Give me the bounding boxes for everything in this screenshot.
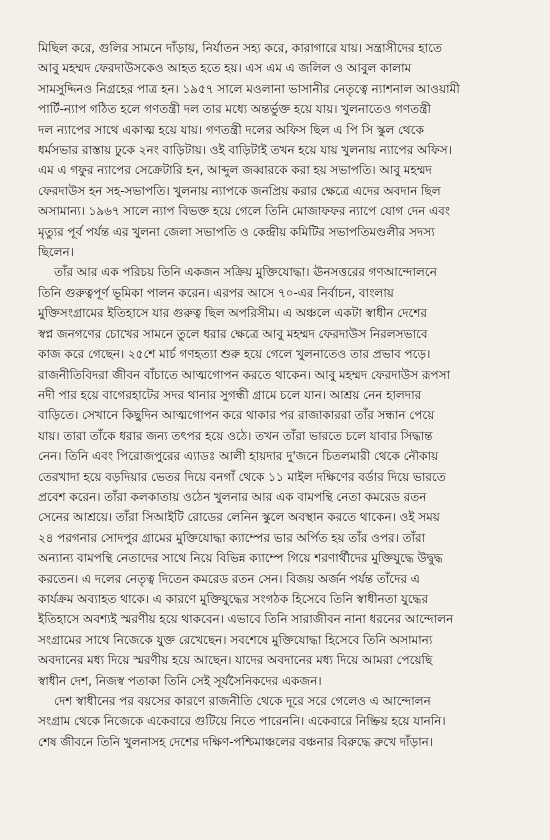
- text-line: অবদানের মধ্য দিয়ে স্মরণীয় হয়ে আছেন। যাদের অবদানের মধ্য দিয়ে আমরা পেয়েছি: [38, 653, 433, 668]
- text-line: যায়। তারা তাঁকে ধরার জন্য তৎপর হয়ে ওঠে। তখন তাঁরা ভারতে চলে যাবার সিদ্ধান্ত: [38, 428, 433, 443]
- text-line: সেনের আশ্রয়ে। তাঁরা সিআইটি রোডের লেনিন স্কুলে অবস্থান করতে থাকেন। ওই সময়: [38, 510, 440, 525]
- text-line: অন্যান্য বামপন্থি নেতাদের সাথে নিয়ে বিভিন্ন ক্যাম্পে গিয়ে শরণার্থীদের মুক্তিযুদ্ধে উদ্বুদ্ধ: [38, 551, 443, 566]
- text-line: তাঁর আর এক পরিচয় তিনি একজন সক্রিয় মুক্তিযোদ্ধা। ঊনসত্তরের গণআন্দোলনে: [54, 265, 437, 280]
- text-line: করতেন। এ দলের নেতৃত্ব দিতেন কমরেড রতন সেন। বিজয় অর্জন পর্যন্ত তাঁদের এ: [38, 571, 420, 586]
- paragraph-3: [38, 691, 512, 752]
- text-line: দেশ স্বাধীনের পর বয়সের কারণে রাজনীতি থেকে দূরে সরে গেলেও এ আন্দোলন: [54, 694, 431, 708]
- text-line: পার্টি-ন্যাপ গঠিত হলে গণতন্ত্রী দল তার মধ্যে অন্তর্ভুক্ত হয়ে যায়। খুলনাতেও গণতন্ত্রী: [38, 102, 431, 117]
- text-line: শেষ জীবনে তিনি খুলনাসহ দেশের দক্ষিণ-পশ্চিমাঞ্চলের বঞ্চনার বিরুদ্ধে রুখে দাঁড়ান।: [38, 734, 433, 749]
- document-page: [38, 38, 512, 752]
- text-line: কাজ করে গেছেন। ২৫শে মার্চ গণহত্যা শুরু হয়ে গেলে খুলনাতেও তার প্রভাব পড়ে।: [38, 347, 431, 362]
- text-line: ২৪ পরগনার সোদপুর গ্রামের মুক্তিযোদ্ধা ক্যাম্পের ভার অর্পিত হয় তাঁর ওপর। তাঁরা: [38, 530, 426, 545]
- text-line: বাড়িতে। সেখানে কিছুদিন আত্মগোপন করে থাকার পর রাজাকাররা তাঁর সন্ধান পেয়ে: [38, 408, 435, 423]
- text-line: আবু মহম্মদ ফেরদাউসকেও আহত হতে হয়। এস এম এ জলিল ও আবুল কালাম: [38, 61, 412, 76]
- text-line: মিছিল করে, গুলির সামনে দাঁড়ায়, নির্যাতন সহ্য করে, কারাগারে যায়। সন্ত্রাসীদের হাতে: [38, 41, 442, 55]
- text-line: সংগ্রাম থেকে নিজেকে একেবারে গুটিয়ে নিতে পারেননি। একেবারে নিষ্ক্রিয় হয়ে যাননি।: [38, 714, 446, 729]
- text-line: এম এ গফুর ন্যাপের সেক্রেটারি হন, আব্দুল জব্বারকে করা হয় সভাপতি। আবু মহম্মদ: [38, 163, 432, 178]
- text-line: প্রবেশ করেন। তাঁরা কলকাতায় ওঠেন খুলনার আর এক বামপন্থি নেতা কমরেড রতন: [38, 489, 427, 504]
- text-line: স্বপ্ন জনগণের চোখের সামনে তুলে ধরার ক্ষেত্রে আবু মহম্মদ ফেরদাউস নিরলসভাবে: [38, 326, 428, 341]
- text-line: তিনি গুরুত্বপূর্ণ ভূমিকা পালন করেন। এরপর আসে ৭০-এর নির্বাচন, বাংলায়: [38, 285, 394, 300]
- text-line: সংগ্রামের সাথে নিজেকে যুক্ত রেখেছেন। সবশেষে মুক্তিযোদ্ধা হিসেবে তিনি অসামান্য: [38, 632, 433, 647]
- text-line: তেরখাদা হয়ে বড়দিয়ার ভেতর দিয়ে বনগাঁ থেকে ১১ মাইল দক্ষিণের বর্ডার দিয়ে ভারতে: [38, 469, 446, 484]
- paragraph-2: [38, 262, 512, 691]
- text-line: কার্যক্রম অব্যাহত থাকে। এ কারণে মুক্তিযুদ্ধের সংগঠক হিসেবে তিনি স্বাধীনতা যুদ্ধের: [38, 591, 429, 606]
- text-line: মৃত্যুর পূর্ব পর্যন্ত এর খুলনা জেলা সভাপতি ও কেন্দ্রীয় কমিটির সভাপতিমণ্ডলীর সদস্য: [38, 224, 435, 239]
- text-line: অসামান্য। ১৯৬৭ সালে ন্যাপ বিভক্ত হয়ে গেলে তিনি মোজাফফর ন্যাপে যোগ দেন এবং: [38, 204, 450, 219]
- text-line: ধর্মসভার রাস্তায় ঢুকে ২নং বাড়িটায়। ওই বাড়িটাই তখন হয়ে যায় খুলনায় ন্যাপের অফিস।: [38, 143, 452, 158]
- text-line: স্বাধীন দেশ, নিজস্ব পতাকা তিনি সেই সূর্যসৈনিকদের একজন।: [38, 673, 322, 688]
- text-line: মুক্তিসংগ্রামের ইতিহাসে যার গুরুত্ব ছিল অপরিসীম। এ অঞ্চলে একটা স্বাধীন দেশের: [38, 306, 427, 321]
- text-line: রাজনীতিবিদরা জীবন বাঁচাতে আত্মগোপন করতে থাকেন। আবু মহম্মদ ফেরদাউস রূপসা: [38, 367, 451, 382]
- text-line: নেন। তিনি এবং পিরোজপুরের এ্যাডঃ আলী হায়দার দু'জনে চিতলমারী থেকে নৌকায়: [38, 449, 439, 464]
- text-line: ছিলেন।: [38, 245, 74, 260]
- text-line: ইতিহাসে অবশ্যই স্মরণীয় হয়ে থাকবেন। এভাবে তিনি সারাজীবন নানা ধরনের আন্দোলন: [38, 612, 454, 627]
- paragraph-1: [38, 38, 512, 262]
- text-line: দল ন্যাপের সাথে একাত্ম হয়ে যায়। গণতন্ত্রী দলের অফিস ছিল এ পি সি স্কুল থেকে: [38, 122, 424, 137]
- text-line: নদী পার হয়ে বাগেরহাটের সদর থানার সুগন্ধী গ্রামে চলে যান। আশ্রয় নেন হালদার: [38, 387, 422, 402]
- text-line: সামসুদ্দিনও নিগ্রহের পাত্র হন। ১৯৫৭ সালে মওলানা ভাসানীর নেতৃত্বে ন্যাশনাল আওয়ামী: [38, 81, 460, 96]
- text-line: ফেরদাউস হন সহ-সভাপতি। খুলনায় ন্যাপকে জনপ্রিয় করার ক্ষেত্রে এদের অবদান ছিল: [38, 183, 441, 198]
